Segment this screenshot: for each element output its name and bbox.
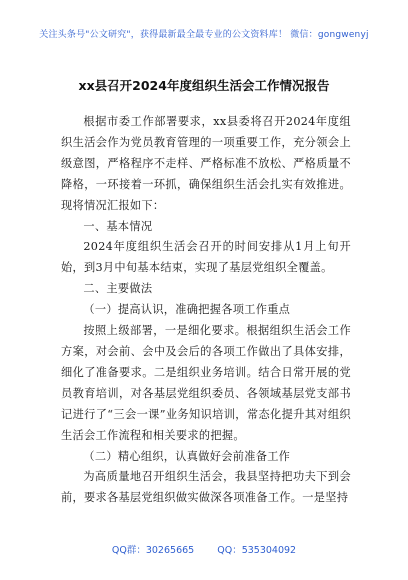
- section-heading-basic: 一、基本情况: [83, 219, 153, 233]
- footer-qq: QQ：535304092: [217, 545, 297, 556]
- subsection-1-paragraph: 按照上级部署，一是细化要求。根据组织生活会工作方案，对会前、会中及会后的各项工作做出了具体安排，细化了准备要求。二是组织业务培训。结合日常开展的党员教育培训，对各基层党组织委员、各领域基层党支部书记进行了“三会一课”业务知识培训，常态化提升其对组织生活会工作流程和相关要求的把握。: [61, 324, 351, 442]
- document-body: [61, 112, 351, 509]
- section-heading-practices: 二、主要做法: [83, 282, 153, 296]
- basic-info-paragraph: 2024年度组织生活会召开的时间安排从1月上旬开始，到3月中旬基本结束，实现了基层党组织全覆盖。: [61, 240, 351, 275]
- intro-paragraph: 根据市委工作部署要求，xx县委将召开2024年度组织生活会作为党员教育管理的一项重要工作，充分领会上级意图，严格程序不走样、严格标准不放松、严格质量不降格，一环接着一环抓，确保组织生活会扎实有效推进。现将情况汇报如下：: [61, 115, 351, 212]
- subsection-2-paragraph: 为高质量地召开组织生活会，我县坚持把功夫下到会前，要求各基层党组织做实做深各项准备工作。一是坚持: [61, 470, 351, 505]
- subsection-heading-2: （二）精心组织，认真做好会前准备工作: [83, 449, 291, 463]
- footer-qq-group: QQ群：30265665: [111, 545, 195, 556]
- document-title: xx县召开2024年度组织生活会工作情况报告: [78, 78, 330, 93]
- header-promo-note: 关注头条号"公文研究"，获得最新最全最专业的公文资料库！ 微信：gongwenyj: [39, 30, 369, 40]
- subsection-heading-1: （一）提高认识，准确把握各项工作重点: [83, 303, 291, 317]
- footer-contact: [0, 542, 408, 556]
